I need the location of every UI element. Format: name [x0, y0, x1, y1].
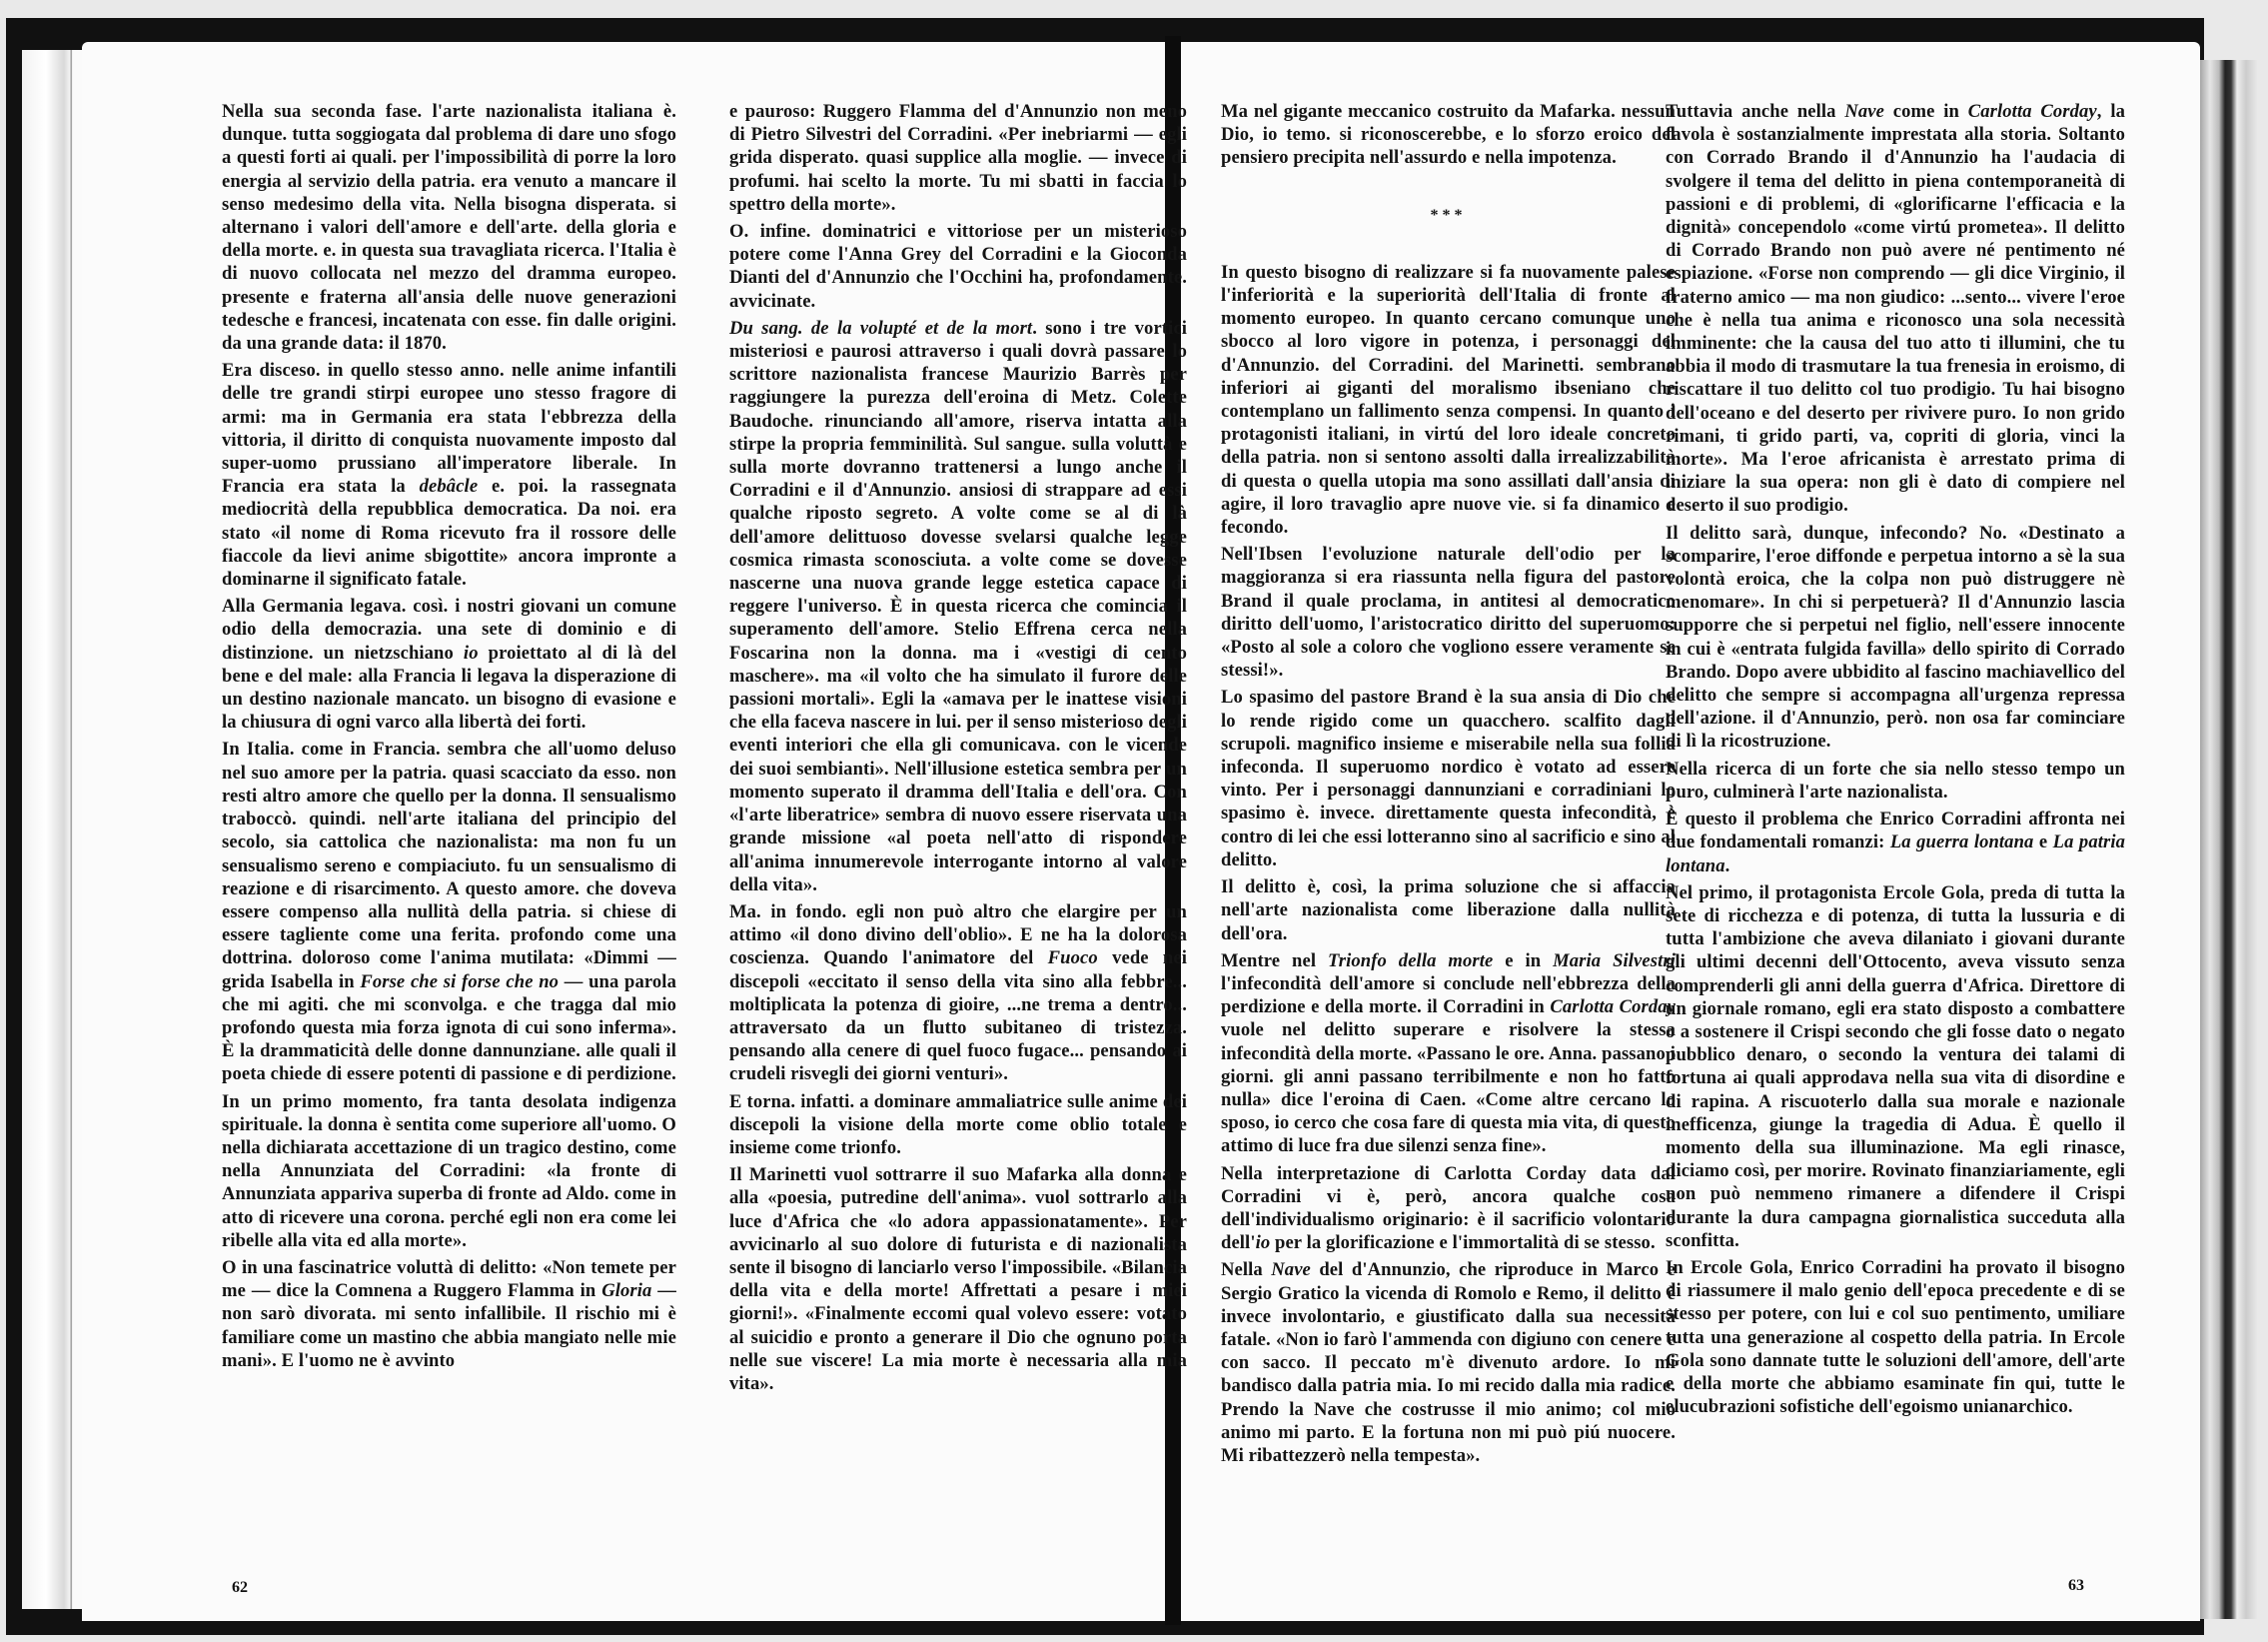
paragraph: Il Marinetti vuol sottrarre il suo Mafarka alla donna e alla «poesia, putredine dell'anima». vuol sottrarlo alla luce d'Africa che «lo adora appassionatamente». Per avvicinarlo al suo dolore di futurista e di nazionalista sente il bisogno di lanciarlo verso l'impossibile. «Bilancia della vita e della morte! Affrettati a pesare i miei giorni!». «Finalmente eccomi qual volevo essere: votato al suicidio e pronto a generare il Dio che ognuno porta nelle sue viscere! La mia morte è necessaria alla mia vita». [729, 1164, 1187, 1394]
paragraph: Il delitto è, così, la prima soluzione che si affaccia nell'arte nazionalista come liberazione dalla nullità dell'ora. [1221, 876, 1676, 944]
paragraph: Mentre nel Trionfo della morte e in Maria Silvestri l'infecondità dell'amore si conclude nell'ebbrezza della perdizione e della morte. il Corradini in Carlotta Corday vuole nel delitto superare e risolvere la stessa infecondità della morte. «Passano le ore. Anna. passano i giorni. gli anni passano terribilmente e non ho fatto nulla» dice l'eroina di Caen. «Come altre cercano lo sposo, io cerco che cosa fare di questa mia vita, di questo attimo di luce fra due silenzi senza fine». [1221, 949, 1676, 1157]
paragraph: Il delitto sarà, dunque, infecondo? No. «Destinato a scomparire, l'eroe diffonde e perpetua intorno a sè la sua volontà eroica, che la colpa non può distruggere nè menomare». In chi si perpetuerà? Il d'Annunzio lascia supporre che si perpetui nel figlio, nell'essere innocente in cui è «entrata fulgida favilla» dello spirito di Corrado Brando. Dopo avere ubbidito al fascino machiavellico del delitto che sempre si accompagna all'urgenza repressa dell'azione. il d'Annunzio, però. non osa far cominciare di lì la ricostruzione. [1666, 522, 2125, 753]
paragraph: In un primo momento, fra tanta desolata indigenza spirituale. la donna è sentita come superiore all'uomo. O nella dichiarata accettazione di un tragico destino, come nella Annunziata del Corradini: «la fronte di Annunziata appariva superba di fronte ad Aldo. come in atto di ricevere una corona. perché egli non era come lei ribelle alla vita ed alla morte». [222, 1090, 676, 1251]
italic-title: Nave [1844, 101, 1884, 122]
page-number-left: 62 [232, 1579, 248, 1596]
paragraph: O in una fascinatrice voluttà di delitto: «Non temete per me — dice la Comnena a Ruggero Flamma in Gloria — non sarò divorata. mi sento infallibile. Il rischio mi è familiare come un mastino che abbia mangiato nelle mie mani». E l'uomo ne è avvinto [222, 1256, 676, 1371]
paragraph: Nel primo, il protagonista Ercole Gola, preda di tutta la sete di ricchezza e di potenza, di tutta la lussuria e di tutta l'ambizione che aveva dilaniato i giovani durante gli ultimi decenni dell'Ottocento, aveva vissuto senza comprenderli gli anni della guerra d'Africa. Direttore di un giornale romano, egli era stato disposto a combattere o a sostenere il Crispi secondo che gli fosse dato o negato pubblico denaro, o secondo la ventura dei talami di fortuna ai quali approdava nella sua vita di disordine e di rapina. A riscuoterlo dalla sua morale e nazionale inefficenza, giunge la tragedia di Adua. È quello il momento della sua illuminazione. Ma egli rinasce, diciamo così, per morire. Rovinato finanziariamente, egli non può nemmeno rimanere a difendere il Crispi durante la dura campagna giornalistica succeduta alla sconfitta. [1666, 881, 2125, 1251]
paragraph: Tuttavia anche nella Nave come in Carlotta Corday, la favola è sostanzialmente imprestata alla storia. Soltanto con Corrado Brando il d'Annunzio ha l'audacia di svolgere il tema del delitto in piena contemporaneità di passioni e di problemi, di «glorificarne l'efficacia e la dignità» concependolo «come virtú prometea». Il delitto di Corrado Brando non può avere né pentimento né espiazione. «Forse non comprendo — gli dice Virginio, il fraterno amico — ma non giudico: ...sento... vivere l'eroe che è nella tua anima e riconosco una sola necessità imminente: che la causa del tuo atto ti illumini, che tu abbia il modo di trasmutare la tua frenesia in eroismo, di riscattare il tuo delitto col tuo prodigio. Tu hai bisogno dell'oceano e del deserto per rivivere puro. Io non grido rimani, ti grido parti, va, copriti di gloria, vinci la morte». Ma l'eroe africanista è arrestato prima di iniziare la sua opera: non gli è dato di compiere nel deserto il suo prodigio. [1666, 101, 2125, 517]
paragraph: In questo bisogno di realizzare si fa nuovamente palese l'inferiorità e la superiorità dell'Italia di fronte al momento europeo. In quanto cercano comunque uno sbocco al loro vigore in potenza, i personaggi del d'Annunzio. del Corradini. del Marinetti. sembrano inferiori ai giganti del moralismo ibseniano che contemplano un fallimento senza compensi. In quanto i protagonisti italiani, in virtú del loro ideale concreto della patria. non si sentono assolti dalla irrealizzabilità di questa o quella utopia ma sono assillati dall'ansia di agire, il loro travaglio apre nuove vie. si fa dinamico e fecondo. [1221, 261, 1676, 539]
italic-title: io [463, 642, 479, 664]
paragraph: Alla Germania legava. così. i nostri giovani un comune odio della democrazia. una sete di dominio e di distinzione. un nietzschiano io proiettato al di là del bene e del male: alla Francia li legava la disperazione di un destino nazionale mancato. un bisogno di evasione e la chiusura di ogni varco alla libertà dei forti. [222, 596, 676, 734]
page-number-right: 63 [2068, 1577, 2084, 1594]
paragraph: Nella ricerca di un forte che sia nello stesso tempo un puro, culminerà l'arte nazionalista. [1666, 758, 2125, 803]
text-column-4 [1666, 100, 2125, 1422]
italic-title: Carlotta Corday [1967, 101, 2097, 122]
paragraph: Ma. in fondo. egli non può altro che elargire per un attimo «il dono divino dell'oblio». E ne ha la dolorosa coscienza. Quando l'animatore del Fuoco vede nei discepoli «eccitato il senso della vita sino alla febbre... moltiplicata la potenza di gioire, ...ne trema a dentro... attraversato da un flutto subitaneo di tristezza. pensando alla cenere di quel fuoco fugace... pensando ai crudeli risvegli dei giorni venturi». [729, 900, 1187, 1085]
paragraph: Era disceso. in quello stesso anno. nelle anime infantili delle tre grandi stirpi europee uno stesso fragore di armi: ma in Germania era stata l'ebbrezza della vittoria, il diritto di conquista nuovamente imposto dal super-uomo prussiano all'imperatore liberale. In Francia era stata la debâcle e. poi. la rassegnata mediocrità della repubblica democratica. Da noi. era stato «il nome di Roma ricevuto fra il rossore delle fiaccole da lievi anime sbigottite» ancora impronte a dominarne il significato fatale. [222, 360, 676, 591]
paragraph: È questo il problema che Enrico Corradini affronta nei due fondamentali romanzi: La guerra lontana e La patria lontana. [1666, 809, 2125, 876]
italic-title: Du sang. de la volupté et de la mort [729, 317, 1033, 339]
paragraph: In Italia. come in Francia. sembra che all'uomo deluso nel suo amore per la patria. quasi scacciato da esso. non resti altro amore che quello per la donna. Il sensualismo traboccò. quindi. nell'arte italiana del principio del secolo, sia cattolica che nazionalista: ma non fu un sensualismo sereno e compiaciuto. fu un sensualismo di reazione e di risarcimento. A questo amore. che doveva essere compenso alla nullità della patria. si chiese di essere tagliente come una ferita. profondo come una dottrina. doloroso come l'anima mutilata: «Dimmi — grida Isabella in Forse che si forse che no — una parola che mi agiti. che mi sconvolga. e che tragga dal mio profondo questa mia forza ignota di cui sono inferma». È la drammaticità delle donne dannunziane. alle quali il poeta chiede di essere potenti di passione e di perdizione. [222, 739, 676, 1085]
paragraph: E torna. infatti. a dominare ammaliatrice sulle anime dei discepoli la visione della morte come oblio totale e insieme come trionfo. [729, 1090, 1187, 1158]
right-page-edges [2198, 60, 2258, 1619]
paragraph: Ma nel gigante meccanico costruito da Mafarka. nessun Dio, io temo. si riconoscerebbe, e lo sforzo eroico del pensiero precipita nell'assurdo e nella impotenza. [1221, 101, 1676, 169]
italic-title: Forse che si forse che no [360, 970, 560, 992]
italic-title: Gloria [601, 1280, 652, 1302]
paragraph: Lo spasimo del pastore Brand è la sua ansia di Dio che lo rende rigido come un quacchero. scalfito dagli scrupoli. magnifico insieme e miserabile nella sua follia infeconda. Il superuomo nordico è votato ad essere vinto. Per i personaggi dannunziani e corradiniani lo spasimo è. invece. direttamente questa infecondità, è contro di lei che essi lotteranno sino al sacrificio e sino al delitto. [1221, 687, 1676, 870]
italic-title: Fuoco [1047, 947, 1098, 969]
italic-title: Trionfo della morte [1328, 949, 1494, 971]
paragraph: Nella Nave del d'Annunzio, che riproduce in Marco e Sergio Gratico la vicenda di Romolo e Remo, il delitto è invece involontario, e giustificato dalla sua necessità fatale. «Non io farò l'ammenda con digiuno con cenere e con sacco. Il peccato m'è divenuto ardore. Io mi bandisco dalla patria mia. Io mi recido dalla mia radice. Prendo la Nave che costrusse il mio animo; col mio animo mi parto. E la fortuna non mi può piú nuocere. Mi ribattezzerò nella tempesta». [1221, 1259, 1676, 1466]
text-column-2 [729, 100, 1187, 1399]
paragraph: O. infine. dominatrici e vittoriose per un misterioso potere come l'Anna Grey del Corradini e la Gioconda Dianti del d'Annunzio che l'Occhini ha, profondamente. avvicinate. [729, 221, 1187, 312]
paragraph: In Ercole Gola, Enrico Corradini ha provato il bisogno di riassumere il malo genio dell'epoca precedente e di se stesso per potere, con lui e col suo pentimento, umiliare tutta una generazione al cospetto della patria. In Ercole Gola sono dannate tutte le soluzioni dell'amore, dell'arte e della morte che abbiamo esaminate fin qui, tutte le elucubrazioni sofistiche dell'egoismo unianarchico. [1666, 1256, 2125, 1418]
paragraph: Nell'Ibsen l'evoluzione naturale dell'odio per la maggioranza si era riassunta nella figura del pastore Brand il quale proclama, in antitesi al democratico diritto dell'uomo, l'aristocratico diritto del superuomo: «Posto al sole a coloro che vogliono essere veramente se stessi!». [1221, 544, 1676, 682]
italic-title: Nave [1271, 1259, 1311, 1281]
text-column-3 [1221, 100, 1676, 1471]
paragraph: Nella interpretazione di Carlotta Corday data dal Corradini vi è, però, ancora qualche cosa dell'individualismo originario: è il sacrificio volontario dell'io per la glorificazione e l'immortalità di se stesso. [1221, 1162, 1676, 1254]
italic-title: La patria lontana [1666, 831, 2125, 876]
italic-title: Carlotta Corday [1550, 996, 1676, 1018]
paragraph: Nella sua seconda fase. l'arte nazionalista italiana è. dunque. tutta soggiogata dal problema di dare uno sfogo a questi forti ai quali. per l'impossibilità di porre la loro energia al servizio della patria. era venuto a mancare il senso medesimo della vita. Nella bisogna disperata. si alternano i valori dell'amore e dell'arte. della gloria e della morte. e. in questa sua travagliata ricerca. l'Italia è di nuovo collocata nel mezzo del dramma europeo. presente e fraterna all'ansia delle nuove generazioni tedesche e francesi, incatenata con esse. fin dalle origini. da una grande data: il 1870. [222, 101, 676, 355]
italic-title: La guerra lontana [1889, 831, 2034, 853]
italic-title: io [1255, 1232, 1271, 1254]
italic-title: debâcle [419, 476, 479, 498]
left-page-edges [22, 50, 82, 1609]
text-column-1 [222, 100, 676, 1376]
italic-title: Maria Silvestri [1553, 949, 1676, 971]
section-separator: *** [1430, 206, 1467, 224]
paragraph: e pauroso: Ruggero Flamma del d'Annunzio non meno di Pietro Silvestri del Corradini. «Per inebriarmi — egli grida disperato. quasi supplice alla moglie. — invece di profumi. hai scelto la morte. Tu mi sbatti in faccia lo spettro della morte». [729, 101, 1187, 215]
paragraph: Du sang. de la volupté et de la mort. sono i tre vortici misteriosi e paurosi attraverso i quali dovrà passare lo scrittore nazionalista francese Maurizio Barrès per raggiungere la purezza dell'eroina di Metz. Colette Baudoche. rinunciando all'amore, riserva intatta alla stirpe la propria femminilità. Sul sangue. sulla voluttà e sulla morte dovranno trattenersi a lungo anche il Corradini e il d'Annunzio. ansiosi di strappare ad essi qualche riposto segreto. A volte come se al di là dell'amore delittuoso dovesse svelarsi qualche legge cosmica rimasta sconosciuta. a volte come se dovesse nascerne una nuova grande legge estetica capace di reggere l'universo. È in questa ricerca che comincia il superamento dell'amore. Stelio Effrena cerca nella Foscarina non la donna. ma i «vestigi di cento maschere». ma «il volto che ha simulato il furore delle passioni mortali». Egli la «amava per le inattese visioni che ella faceva nascere in lui. per il senso misterioso degli eventi interiori che ella gli comunicava. con le vicende dei suoi sembianti». Nell'illusione estetica sembra per un momento superato il dramma dell'Italia e dell'ora. Con «l'arte liberatrice» sembra di nuovo essere riservata una grande missione «al poeta nell'atto di rispondere all'anima innumerevole interrogante intorno al valore della vita». [729, 317, 1187, 895]
